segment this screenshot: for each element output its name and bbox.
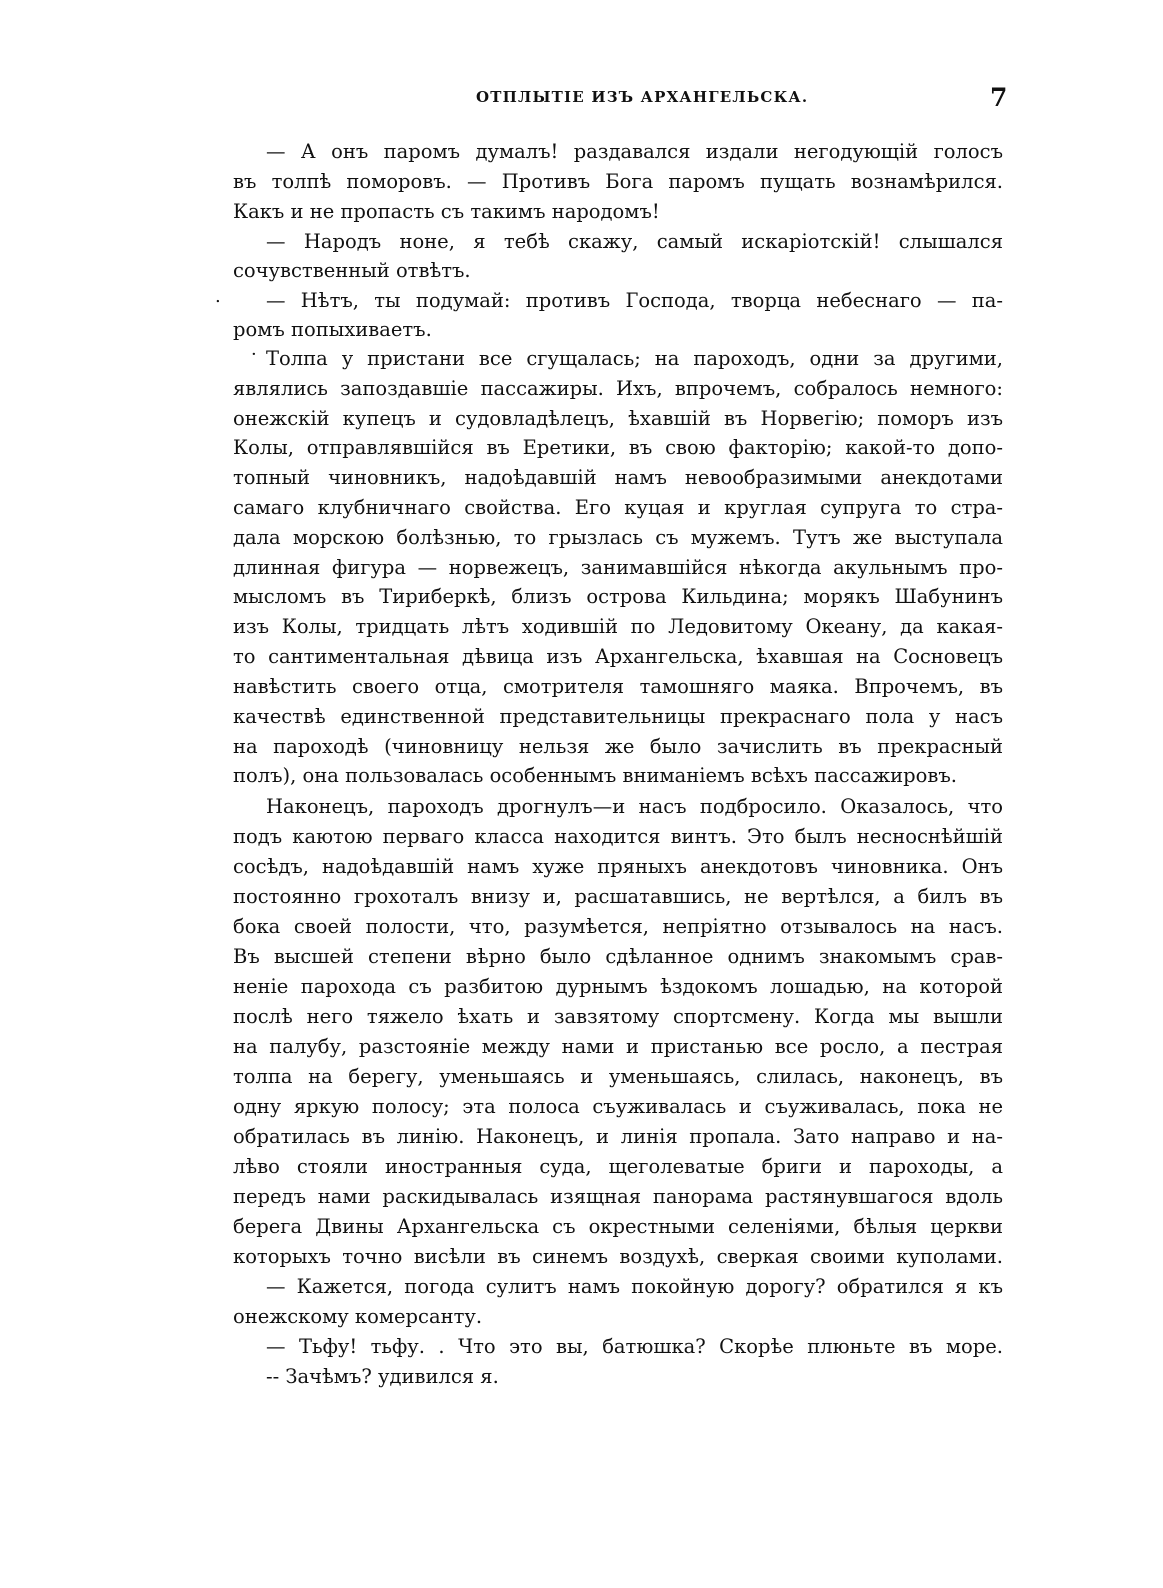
- text-line: въ толпѣ поморовъ. — Противъ Бога паромъ пущать вознамѣрился.: [233, 170, 1003, 193]
- text-line: являлись запоздавшіе пассажиры. Ихъ, впрочемъ, собралось немного:: [233, 377, 1003, 400]
- text-line: Какъ и не пропасть съ такимъ народомъ!: [233, 200, 660, 223]
- text-line: полъ), она пользовалась особеннымъ вниманіемъ всѣхъ пассажировъ.: [233, 764, 957, 787]
- text-line: — Кажется, погода сулитъ намъ покойную дорогу? обратился я къ: [266, 1275, 1003, 1298]
- text-line: качествѣ единственной представительницы прекраснаго пола у насъ: [233, 705, 1003, 728]
- text-line: ромъ попыхиваетъ.: [233, 318, 432, 341]
- text-line: онежскій купецъ и судовладѣлецъ, ѣхавшій въ Норвегію; поморъ изъ: [233, 407, 1003, 430]
- text-line: на пароходѣ (чиновницу нельзя же было зачислить въ прекрасный: [233, 735, 1003, 758]
- text-line: Въ высшей степени вѣрно было сдѣланное однимъ знакомымъ срав-: [233, 945, 1003, 968]
- text-line: обратилась въ линію. Наконецъ, и линія пропала. Зато направо и на-: [233, 1125, 1003, 1148]
- text-line: Толпа у пристани все сгущалась; на пароходъ, одни за другими,: [266, 347, 1003, 370]
- text-line: на палубу, разстояніе между нами и пристанью все росло, а пестрая: [233, 1035, 1003, 1058]
- text-line: неніе парохода съ разбитою дурнымъ ѣздокомъ лошадью, на которой: [233, 975, 1003, 998]
- running-title: ОТПЛЫТІЕ ИЗЪ АРХАНГЕЛЬСКА.: [476, 88, 809, 106]
- text-line: навѣстить своего отца, смотрителя тамошняго маяка. Впрочемъ, въ: [233, 675, 1003, 698]
- text-line: мысломъ въ Тириберкѣ, близъ острова Кильдина; морякъ Шабунинъ: [233, 585, 1003, 608]
- text-line: то сантиментальная дѣвица изъ Архангельска, ѣхавшая на Сосновецъ: [233, 645, 1003, 668]
- text-line: которыхъ точно висѣли въ синемъ воздухѣ, сверкая своими куполами.: [233, 1245, 1003, 1268]
- text-line: онежскому комерсанту.: [233, 1305, 483, 1328]
- text-line: постоянно грохоталъ внизу и, расшатавшись, не вертѣлся, а билъ въ: [233, 885, 1003, 908]
- text-line: подъ каютою перваго класса находится винтъ. Это былъ несноснѣйшій: [233, 825, 1003, 848]
- text-line: -- Зачѣмъ? удивился я.: [266, 1365, 499, 1388]
- text-line: Наконецъ, пароходъ дрогнулъ—и насъ подбросило. Оказалось, что: [266, 795, 1003, 818]
- text-line: дала морскою болѣзнью, то грызлась съ мужемъ. Тутъ же выступала: [233, 526, 1003, 549]
- text-line: послѣ него тяжело ѣхать и завзятому спортсмену. Когда мы вышли: [233, 1005, 1003, 1028]
- text-line: длинная фигура — норвежецъ, занимавшійся нѣкогда акульнымъ про-: [233, 556, 1003, 579]
- text-line: сосѣдъ, надоѣдавшій намъ хуже пряныхъ анекдотовъ чиновника. Онъ: [233, 855, 1003, 878]
- print-speck: ·: [251, 344, 257, 365]
- text-line: сочувственный отвѣтъ.: [233, 259, 471, 282]
- text-line: — Нѣтъ, ты подумай: противъ Господа, творца небеснаго — па-: [266, 289, 1003, 312]
- print-speck: .: [215, 286, 221, 307]
- text-line: бока своей полости, что, разумѣется, непріятно отзывалось на насъ.: [233, 915, 1003, 938]
- text-line: топный чиновникъ, надоѣдавшій намъ невообразимыми анекдотами: [233, 466, 1003, 489]
- text-line: толпа на берегу, уменьшаясь и уменьшаясь, слилась, наконецъ, въ: [233, 1065, 1003, 1088]
- text-line: — Тьфу! тьфу. . Что это вы, батюшка? Скорѣе плюньте въ море.: [266, 1335, 1003, 1358]
- text-line: изъ Колы, тридцать лѣтъ ходившій по Ледовитому Океану, да какая-: [233, 615, 1003, 638]
- text-line: — А онъ паромъ думалъ! раздавался издали негодующій голосъ: [266, 140, 1003, 163]
- text-line: самаго клубничнаго свойства. Его куцая и круглая супруга то стра-: [233, 496, 1003, 519]
- text-line: берега Двины Архангельска съ окрестными селеніями, бѣлыя церкви: [233, 1215, 1003, 1238]
- text-line: передъ нами раскидывалась изящная панорама растянувшагося вдоль: [233, 1185, 1003, 1208]
- text-line: Колы, отправлявшійся въ Еретики, въ свою факторію; какой-то допо-: [233, 436, 1003, 459]
- page-number: 7: [990, 83, 1008, 112]
- text-line: одну яркую полосу; эта полоса съуживалась и съуживалась, пока не: [233, 1095, 1003, 1118]
- text-line: — Народъ ноне, я тебѣ скажу, самый искаріотскій! слышался: [266, 230, 1003, 253]
- text-line: лѣво стояли иностранныя суда, щеголеватые бриги и пароходы, а: [233, 1155, 1003, 1178]
